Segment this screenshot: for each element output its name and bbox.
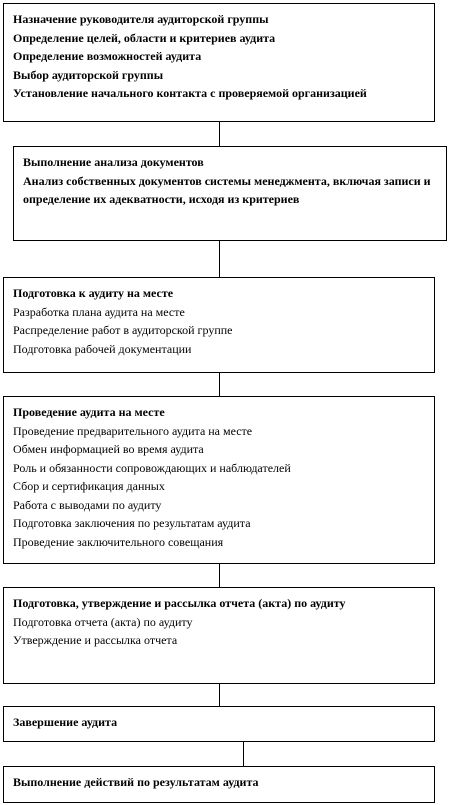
step-4-title: Проведение аудита на месте (13, 405, 165, 419)
step-box-follow-up-actions (3, 766, 435, 803)
step-1-line-4: Выбор аудиторской группы (13, 67, 164, 82)
step-box-planning (3, 3, 435, 122)
step-box-audit-completion (3, 706, 435, 742)
step-3-line-3: Подготовка рабочей документации (13, 341, 192, 356)
step-6-title: Завершение аудита (13, 715, 118, 729)
step-4-line-4: Сбор и сертификация данных (13, 479, 165, 493)
connector-line (219, 122, 220, 146)
step-box-onsite-preparation (3, 277, 435, 373)
step-3-title: Подготовка к аудиту на месте (13, 286, 174, 300)
step-4-line-1: Проведение предварительного аудита на месте (13, 423, 253, 438)
step-1-line-2: Определение целей, области и критериев аудита (13, 30, 276, 45)
step-1-line-1: Назначение руководителя аудиторской группы (13, 12, 269, 26)
step-1-line-5: Установление начального контакта с проверяемой организацией (13, 86, 367, 100)
step-4-line-7: Проведение заключительного совещания (13, 534, 224, 549)
step-2-title: Выполнение анализа документов (23, 155, 204, 169)
step-box-report (3, 587, 435, 684)
step-7-title: Выполнение действий по результатам аудита (13, 775, 259, 789)
step-5-title: Подготовка, утверждение и рассылка отчета (акта) по аудиту (13, 596, 346, 610)
connector-line (219, 684, 220, 706)
step-5-line-1: Подготовка отчета (акта) по аудиту (13, 614, 193, 629)
step-4-line-5: Работа с выводами по аудиту (13, 497, 162, 512)
step-4-line-6: Подготовка заключения по результатам аудита (13, 516, 251, 530)
step-box-onsite-audit (3, 396, 435, 564)
step-5-line-2: Утверждение и рассылка отчета (13, 633, 178, 647)
step-3-line-2: Распределение работ в аудиторской группе (13, 323, 233, 337)
connector-line (219, 564, 220, 587)
step-3-line-1: Разработка плана аудита на месте (13, 304, 185, 319)
step-4-line-3: Роль и обязанности сопровождающих и наблюдателей (13, 460, 291, 475)
step-2-line-1: Анализ собственных документов системы менеджмента, включая записи и определение их адекватности, исходя из критериев (23, 173, 431, 206)
step-box-document-review (13, 146, 447, 241)
connector-line (243, 742, 244, 766)
connector-line (219, 241, 220, 277)
connector-line (219, 373, 220, 396)
step-1-line-3: Определение возможностей аудита (13, 49, 202, 63)
step-4-line-2: Обмен информацией во время аудита (13, 442, 204, 456)
